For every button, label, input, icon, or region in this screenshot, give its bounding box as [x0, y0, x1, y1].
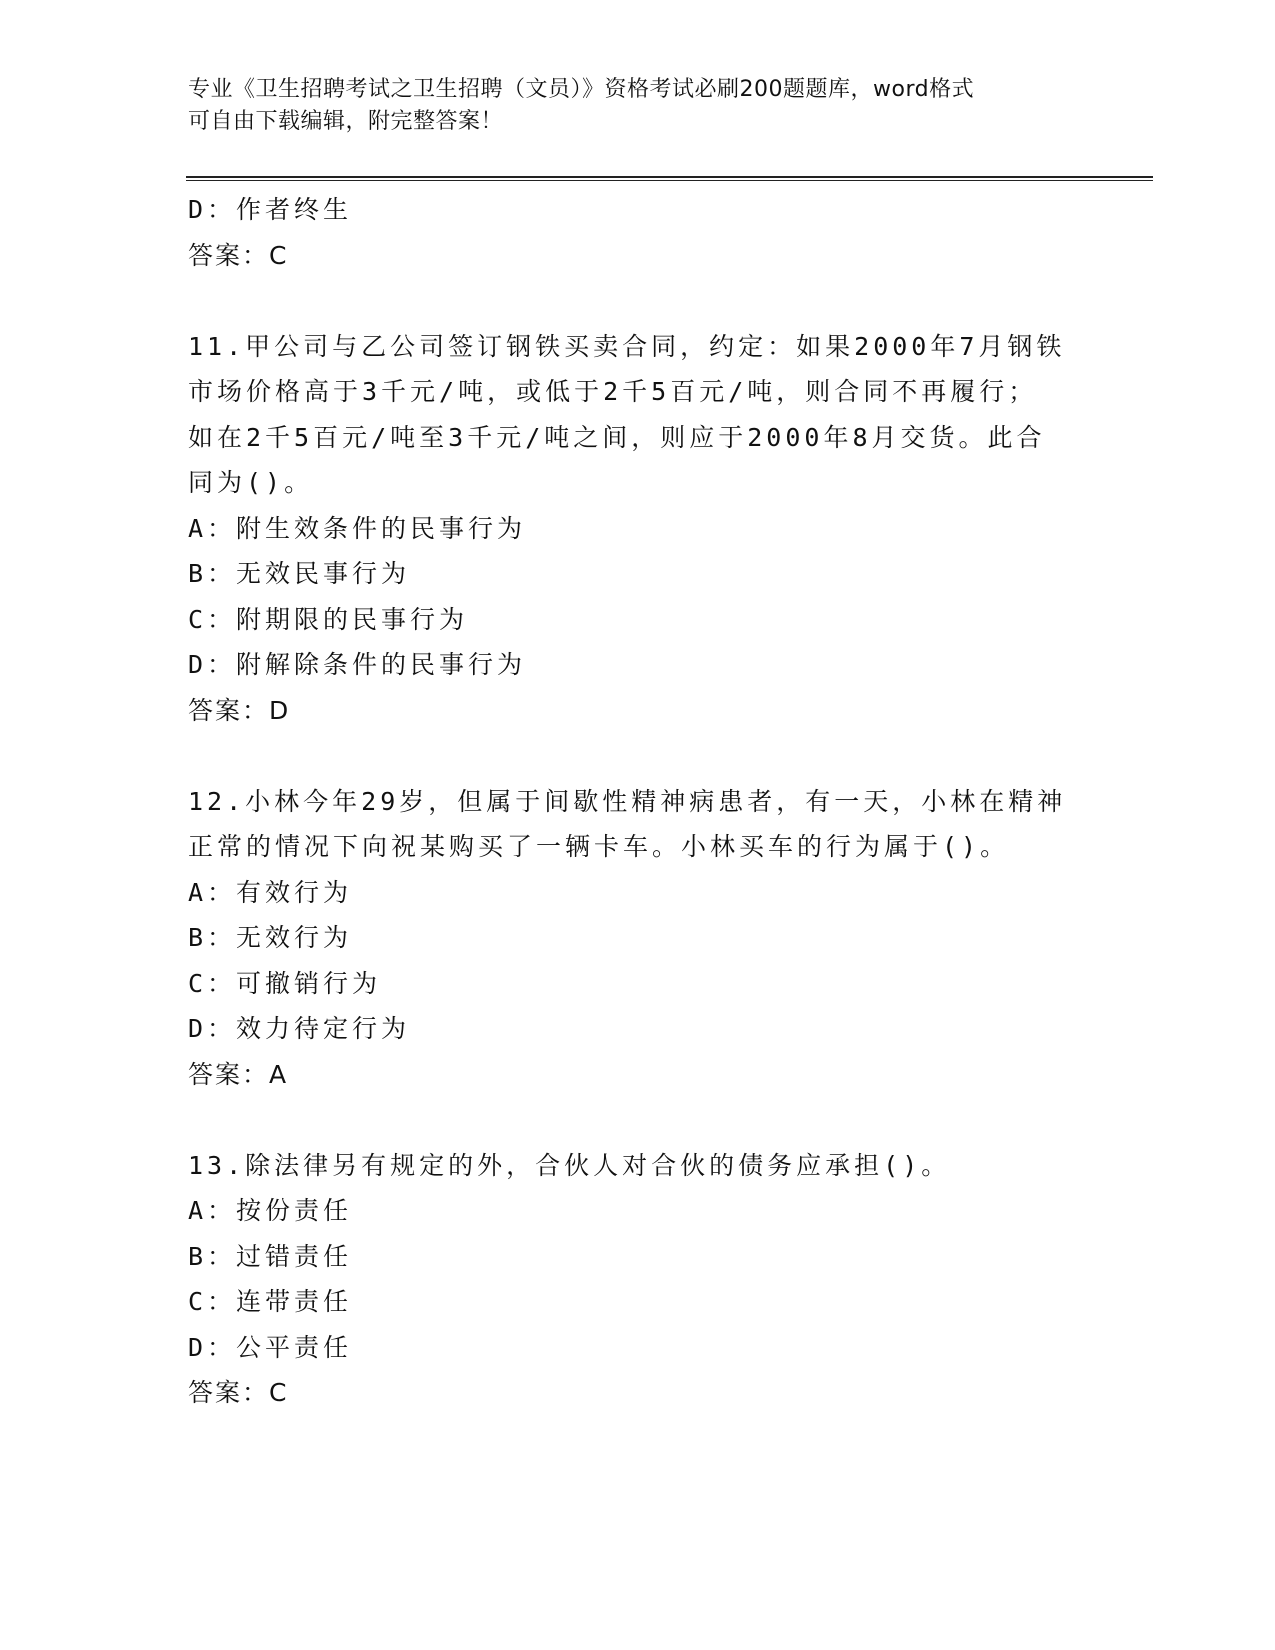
option-b: B：过错责任 [188, 1241, 353, 1271]
option-c: C：可撤销行为 [188, 968, 382, 998]
question-10-tail [188, 187, 1088, 278]
option-d: D：附解除条件的民事行为 [188, 650, 527, 679]
option-a: A：按份责任 [188, 1196, 353, 1225]
answer: 答案：A [188, 1059, 289, 1089]
answer: 答案：D [188, 695, 291, 725]
option-d: D：效力待定行为 [188, 1014, 411, 1043]
option-b: B：无效民事行为 [188, 559, 411, 588]
question-text-line: 11.甲公司与乙公司签订钢铁买卖合同，约定：如果2000年7月钢铁 [188, 331, 1066, 361]
question-text-line: 正常的情况下向祝某购买了一辆卡车。小林买车的行为属于()。 [188, 832, 1010, 861]
question-12 [188, 779, 1088, 1098]
question-text-line: 如在2千5百元/吨至3千元/吨之间，则应于2000年8月交货。此合 [188, 422, 1046, 452]
answer: 答案：C [188, 240, 289, 270]
answer: 答案：C [188, 1378, 289, 1407]
option-a: A：有效行为 [188, 877, 353, 907]
document-body [188, 187, 1088, 1416]
option-c: C：附期限的民事行为 [188, 604, 469, 634]
option-c: C：连带责任 [188, 1287, 353, 1316]
option-d: D：公平责任 [188, 1332, 353, 1362]
question-13 [188, 1143, 1088, 1416]
question-text-line: 12.小林今年29岁，但属于间歇性精神病患者，有一天，小林在精神 [188, 786, 1067, 816]
question-text-line: 同为()。 [188, 468, 314, 497]
question-text-line: 市场价格高于3千元/吨，或低于2千5百元/吨，则合同不再履行； [188, 377, 1038, 406]
header-divider [186, 176, 1153, 181]
header-line-1: 专业《卫生招聘考试之卫生招聘（文员）》资格考试必刷200题题库，word格式 [188, 77, 975, 102]
option-b: B：无效行为 [188, 923, 353, 952]
question-text-line: 13.除法律另有规定的外，合伙人对合伙的债务应承担()。 [188, 1150, 951, 1180]
document-header [188, 74, 1068, 138]
header-line-2: 可自由下载编辑，附完整答案！ [188, 109, 504, 134]
option-d: D：作者终生 [188, 195, 353, 224]
question-11 [188, 324, 1088, 734]
option-a: A：附生效条件的民事行为 [188, 513, 527, 543]
